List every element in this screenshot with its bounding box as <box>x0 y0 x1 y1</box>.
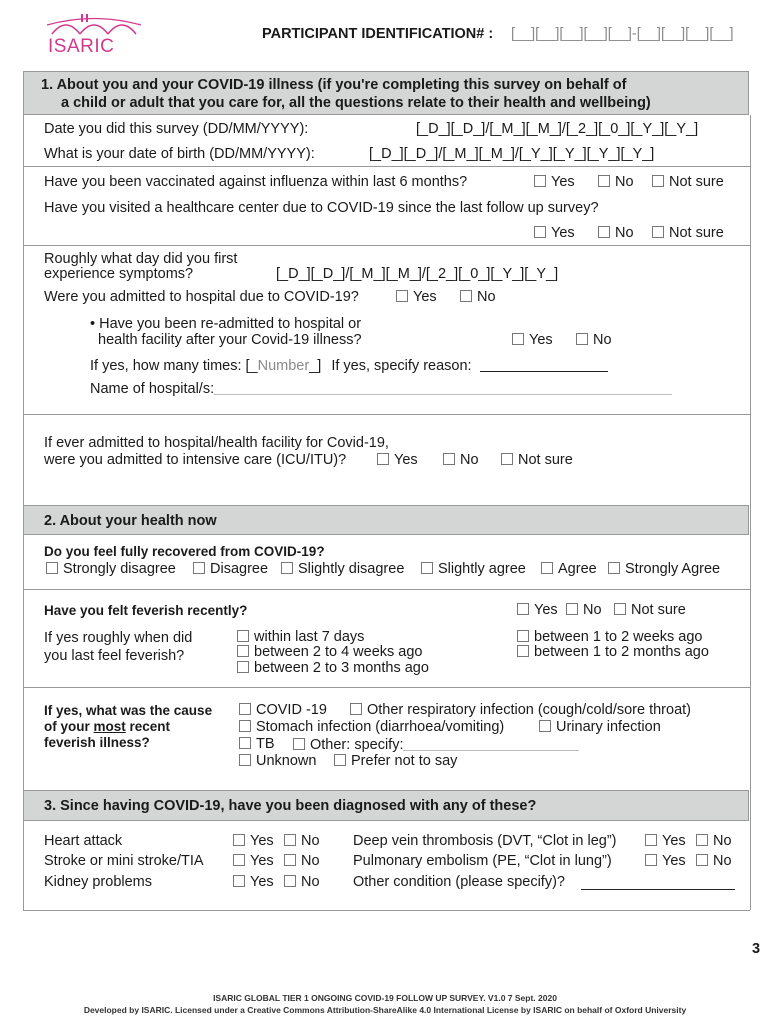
symptom-question-line2: experience symptoms? <box>44 266 194 282</box>
checkbox[interactable] <box>696 854 708 866</box>
checkbox[interactable] <box>539 720 551 732</box>
scale-agree[interactable]: Agree <box>541 561 597 577</box>
cause-urinary[interactable]: Urinary infection <box>539 719 661 735</box>
stroke-label: Stroke or mini stroke/TIA <box>44 853 204 869</box>
stroke-yes[interactable]: Yes <box>233 853 274 869</box>
kidney-yes[interactable]: Yes <box>233 874 274 890</box>
times-row <box>90 357 608 375</box>
checkbox[interactable] <box>377 453 389 465</box>
section-2-header <box>23 505 749 535</box>
divider <box>23 414 750 415</box>
symptom-question-line1: Roughly what day did you first <box>44 251 238 267</box>
divider <box>23 166 750 167</box>
dvt-yes[interactable]: Yes <box>645 833 686 849</box>
cause-question-line2: of your most recent <box>44 719 171 734</box>
checkbox[interactable] <box>237 645 249 657</box>
dob-label: What is your date of birth (DD/MM/YYYY): <box>44 146 315 162</box>
cause-question-line1: If yes, what was the cause <box>44 703 213 718</box>
section-2-title: 2. About your health now <box>44 513 217 529</box>
cause-respiratory[interactable]: Other respiratory infection (cough/cold/sore throat) <box>350 702 691 718</box>
cause-prefer-not[interactable]: Prefer not to say <box>334 753 457 769</box>
admit-question: Were you admitted to hospital due to COVID-19? <box>44 289 359 305</box>
cause-unknown[interactable]: Unknown <box>239 753 316 769</box>
section-1-title-line2: a child or adult that you care for, all the questions relate to their health and wellbeing) <box>61 95 651 111</box>
section-3-title: 3. Since having COVID-19, have you been diagnosed with any of these? <box>44 798 537 814</box>
checkbox[interactable] <box>696 834 708 846</box>
checkbox[interactable] <box>350 703 362 715</box>
readmit-question-line1: • Have you been re-admitted to hospital or <box>90 316 362 332</box>
visit-not-sure[interactable]: Not sure <box>652 225 724 241</box>
dob-field[interactable]: [_D_][_D_]/[_M_][_M_]/[_Y_][_Y_][_Y_][_Y_] <box>369 146 655 162</box>
survey-date-label: Date you did this survey (DD/MM/YYYY): <box>44 121 309 137</box>
checkbox[interactable] <box>541 562 553 574</box>
checkbox[interactable] <box>517 645 529 657</box>
times-label: If yes, how many times: [_ <box>90 358 258 374</box>
checkbox[interactable] <box>237 661 249 673</box>
cause-question-line3: feverish illness? <box>44 735 150 750</box>
participant-id-field[interactable]: [__][__][__][__][__]-[__][__][__][__] <box>511 26 734 42</box>
checkbox[interactable] <box>396 290 408 302</box>
visit-no[interactable]: No <box>598 225 634 241</box>
checkbox[interactable] <box>645 854 657 866</box>
divider <box>23 589 750 590</box>
checkbox[interactable] <box>233 854 245 866</box>
when-question-line2: you last feel feverish? <box>44 648 185 664</box>
checkbox[interactable] <box>517 603 529 615</box>
cause-tb[interactable]: TB <box>239 736 275 752</box>
checkbox[interactable] <box>334 754 346 766</box>
checkbox[interactable] <box>239 720 251 732</box>
icu-no[interactable]: No <box>443 452 479 468</box>
checkbox[interactable] <box>421 562 433 574</box>
icu-question-line2: were you admitted to intensive care (ICU/ITU)? <box>44 452 347 468</box>
footer-line1: ISARIC GLOBAL TIER 1 ONGOING COVID-19 FOLLOW UP SURVEY. V1.0 7 Sept. 2020 <box>213 993 557 1003</box>
when-2-4-weeks[interactable]: between 2 to 4 weeks ago <box>237 644 422 660</box>
checkbox[interactable] <box>284 875 296 887</box>
readmit-yes[interactable]: Yes <box>512 332 553 348</box>
flu-no[interactable]: No <box>598 174 634 190</box>
feverish-not-sure[interactable]: Not sure <box>614 602 686 618</box>
checkbox[interactable] <box>614 603 626 615</box>
pe-yes[interactable]: Yes <box>645 853 686 869</box>
readmit-no[interactable]: No <box>576 332 612 348</box>
reason-input[interactable] <box>480 357 608 372</box>
checkbox[interactable] <box>652 175 664 187</box>
divider <box>23 687 750 688</box>
stroke-no[interactable]: No <box>284 853 320 869</box>
feverish-question: Have you felt feverish recently? <box>44 603 248 618</box>
checkbox[interactable] <box>534 175 546 187</box>
cause-other[interactable]: Other: specify: <box>293 736 579 753</box>
logo-text: ISARIC <box>48 36 115 57</box>
times-input[interactable]: Number <box>257 358 310 374</box>
checkbox[interactable] <box>576 333 588 345</box>
scale-strongly-agree[interactable]: Strongly Agree <box>608 561 720 577</box>
heart-attack-label: Heart attack <box>44 833 123 849</box>
feverish-no[interactable]: No <box>566 602 602 618</box>
symptom-date-field[interactable]: [_D_][_D_]/[_M_][_M_]/[_2_][_0_][_Y_][_Y_] <box>276 266 559 282</box>
checkbox[interactable] <box>652 226 664 238</box>
hospital-name-row <box>90 380 672 398</box>
kidney-label: Kidney problems <box>44 874 152 890</box>
survey-date-field[interactable]: [_D_][_D_]/[_M_][_M_]/[_2_][_0_][_Y_][_Y_] <box>416 121 699 137</box>
icu-question-line1: If ever admitted to hospital/health facility for Covid-19, <box>44 435 389 451</box>
reason-label: If yes, specify reason: <box>331 358 472 374</box>
divider <box>23 245 750 246</box>
cause-covid[interactable]: COVID -19 <box>239 702 327 718</box>
checkbox[interactable] <box>284 854 296 866</box>
cause-other-input[interactable] <box>403 736 579 751</box>
checkbox[interactable] <box>239 737 251 749</box>
cause-stomach[interactable]: Stomach infection (diarrhoea/vomiting) <box>239 719 504 735</box>
recovered-question: Do you feel fully recovered from COVID-19? <box>44 544 325 559</box>
flu-yes[interactable]: Yes <box>534 174 575 190</box>
flu-not-sure[interactable]: Not sure <box>652 174 724 190</box>
section-1-header <box>23 71 749 115</box>
checkbox[interactable] <box>46 562 58 574</box>
checkbox[interactable] <box>534 226 546 238</box>
checkbox[interactable] <box>233 834 245 846</box>
section-1-title-line1: 1. About you and your COVID-19 illness (if you're completing this survey on behalf of <box>41 77 627 93</box>
icu-not-sure[interactable]: Not sure <box>501 452 573 468</box>
feverish-yes[interactable]: Yes <box>517 602 558 618</box>
checkbox[interactable] <box>517 630 529 642</box>
checkbox[interactable] <box>512 333 524 345</box>
icu-yes[interactable]: Yes <box>377 452 418 468</box>
footer-line2: Developed by ISARIC. Licensed under a Creative Commons Attribution-ShareAlike 4.0 International License by ISARIC on behalf of Oxford University <box>83 1005 687 1015</box>
other-condition-input[interactable] <box>581 874 735 890</box>
checkbox[interactable] <box>284 834 296 846</box>
pe-label: Pulmonary embolism (PE, “Clot in lung”) <box>353 853 612 869</box>
heart-attack-no[interactable]: No <box>284 833 320 849</box>
dvt-no[interactable]: No <box>696 833 732 849</box>
checkbox[interactable] <box>598 226 610 238</box>
admit-no[interactable]: No <box>460 289 496 305</box>
pe-no[interactable]: No <box>696 853 732 869</box>
checkbox[interactable] <box>239 703 251 715</box>
checkbox[interactable] <box>501 453 513 465</box>
section-3-header <box>23 790 749 821</box>
when-2-3-months[interactable]: between 2 to 3 months ago <box>237 660 429 676</box>
checkbox[interactable] <box>608 562 620 574</box>
admit-yes[interactable]: Yes <box>396 289 437 305</box>
other-condition-label: Other condition (please specify)? <box>353 874 565 890</box>
checkbox[interactable] <box>281 562 293 574</box>
checkbox[interactable] <box>645 834 657 846</box>
kidney-no[interactable]: No <box>284 874 320 890</box>
scale-slightly-disagree[interactable]: Slightly disagree <box>281 561 404 577</box>
page-number: 3 <box>752 941 761 957</box>
checkbox[interactable] <box>233 875 245 887</box>
hospital-name-input[interactable] <box>214 380 672 395</box>
checkbox[interactable] <box>598 175 610 187</box>
checkbox[interactable] <box>293 738 305 750</box>
checkbox[interactable] <box>237 630 249 642</box>
checkbox[interactable] <box>443 453 455 465</box>
visit-question: Have you visited a healthcare center due to COVID-19 since the last follow up survey? <box>44 200 599 216</box>
hospital-name-label: Name of hospital/s: <box>90 381 215 397</box>
readmit-question-line2: health facility after your Covid-19 illness? <box>98 332 362 348</box>
heart-attack-yes[interactable]: Yes <box>233 833 274 849</box>
checkbox[interactable] <box>460 290 472 302</box>
checkbox[interactable] <box>239 754 251 766</box>
scale-slightly-agree[interactable]: Slightly agree <box>421 561 526 577</box>
when-within-7-days[interactable]: within last 7 days <box>237 629 364 645</box>
checkbox[interactable] <box>566 603 578 615</box>
scale-disagree[interactable]: Disagree <box>193 561 268 577</box>
checkbox[interactable] <box>193 562 205 574</box>
when-1-2-weeks[interactable]: between 1 to 2 weeks ago <box>517 629 702 645</box>
when-question-line1: If yes roughly when did <box>44 630 193 646</box>
dvt-label: Deep vein thrombosis (DVT, “Clot in leg”) <box>353 833 617 849</box>
times-bracket: _] <box>309 358 322 374</box>
form-bottom-border <box>23 910 750 911</box>
when-1-2-months[interactable]: between 1 to 2 months ago <box>517 644 709 660</box>
flu-question: Have you been vaccinated against influenza within last 6 months? <box>44 174 468 190</box>
scale-strongly-disagree[interactable]: Strongly disagree <box>46 561 176 577</box>
visit-yes[interactable]: Yes <box>534 225 575 241</box>
participant-id-label: PARTICIPANT IDENTIFICATION# : <box>262 26 494 42</box>
isaric-logo <box>44 8 144 58</box>
